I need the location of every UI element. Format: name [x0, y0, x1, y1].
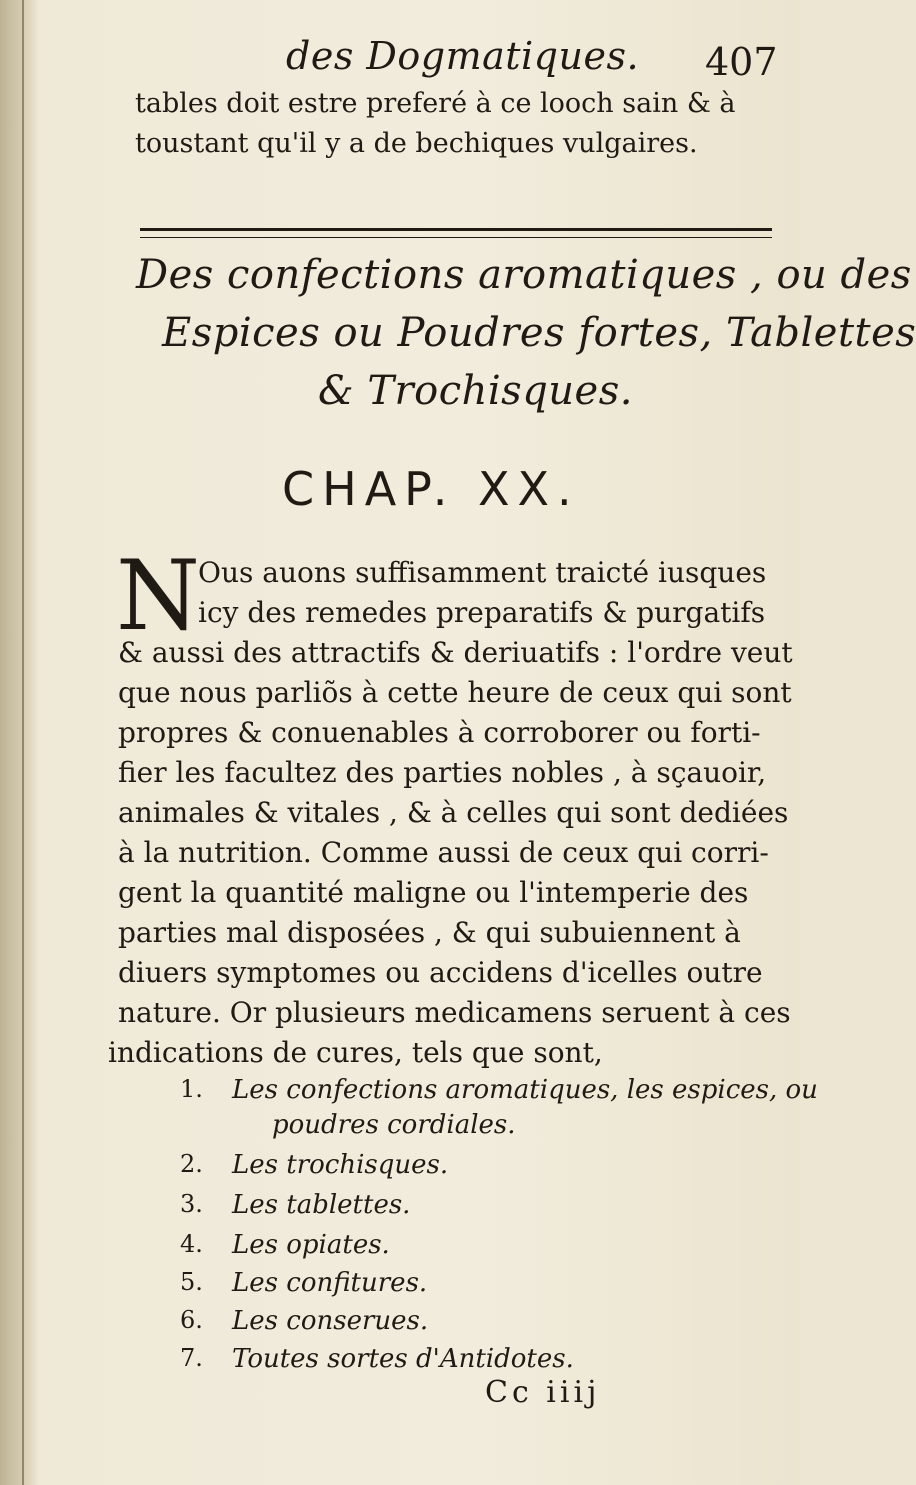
- continued-text-line: toustant qu'il y a de bechiques vulgaires.: [135, 128, 698, 159]
- body-line: icy des remedes preparatifs & purgatifs: [198, 596, 766, 629]
- body-line: gent la quantité maligne ou l'intemperie des: [118, 876, 749, 909]
- body-line: propres & conuenables à corroborer ou forti-: [118, 716, 761, 749]
- list-item: [180, 1268, 780, 1302]
- list-number: 7.: [180, 1344, 203, 1372]
- list-text: Les opiates.: [232, 1230, 390, 1260]
- list-number: 2.: [180, 1150, 203, 1178]
- list-number: 5.: [180, 1268, 203, 1296]
- list-text: Les trochisques.: [232, 1150, 449, 1180]
- list-item: [180, 1230, 780, 1264]
- binding-edge: [22, 0, 24, 1485]
- body-line: parties mal disposées , & qui subuiennent à: [118, 916, 741, 949]
- body-line: nature. Or plusieurs medicamens seruent à ces: [118, 996, 791, 1029]
- list-text: Les conserues.: [232, 1306, 429, 1336]
- running-title: des Dogmatiques.: [286, 34, 640, 78]
- section-heading-line: Espices ou Poudres fortes, Tablettes: [162, 310, 916, 356]
- page-header: [280, 28, 780, 88]
- section-rule: [140, 228, 772, 238]
- body-line: fier les facultez des parties nobles , à sçauoir,: [118, 756, 767, 789]
- body-line: Ous auons suffisamment traicté iusques: [198, 556, 767, 589]
- list-item: [180, 1306, 780, 1340]
- body-line: & aussi des attractifs & deriuatifs : l'ordre veut: [118, 636, 793, 669]
- section-heading-line: Des confections aromatiques , ou des: [136, 252, 912, 298]
- list-text-continued: poudres cordiales.: [272, 1110, 516, 1140]
- body-line: animales & vitales , & à celles qui sont dediées: [118, 796, 789, 829]
- list-item: [180, 1344, 780, 1378]
- body-line: à la nutrition. Comme aussi de ceux qui corri-: [118, 836, 769, 869]
- page-number: 407: [705, 40, 778, 84]
- list-item: [180, 1075, 818, 1109]
- body-line: diuers symptomes ou accidens d'icelles outre: [118, 956, 763, 989]
- list-number: 3.: [180, 1190, 203, 1218]
- body-line: que nous parliõs à cette heure de ceux qui sont: [118, 676, 792, 709]
- list-text: Les confitures.: [232, 1268, 428, 1298]
- page-gutter: [0, 0, 38, 1485]
- list-number: 1.: [180, 1075, 203, 1103]
- body-line: indications de cures, tels que sont,: [108, 1036, 603, 1069]
- list-text: Toutes sortes d'Antidotes.: [232, 1344, 574, 1374]
- signature-mark: Cc iiij: [485, 1375, 601, 1410]
- list-number: 4.: [180, 1230, 203, 1258]
- list-text: Les tablettes.: [232, 1190, 411, 1220]
- chapter-heading: CHAP. XX.: [282, 462, 580, 516]
- list-text: Les confections aromatiques, les espices, ou: [232, 1075, 818, 1105]
- list-item: [180, 1190, 780, 1224]
- drop-cap: N: [116, 540, 200, 652]
- section-heading-line: & Trochisques.: [318, 368, 633, 414]
- continued-text-line: tables doit estre preferé à ce looch sain & à: [135, 88, 736, 119]
- list-number: 6.: [180, 1306, 203, 1334]
- list-item: [180, 1150, 780, 1184]
